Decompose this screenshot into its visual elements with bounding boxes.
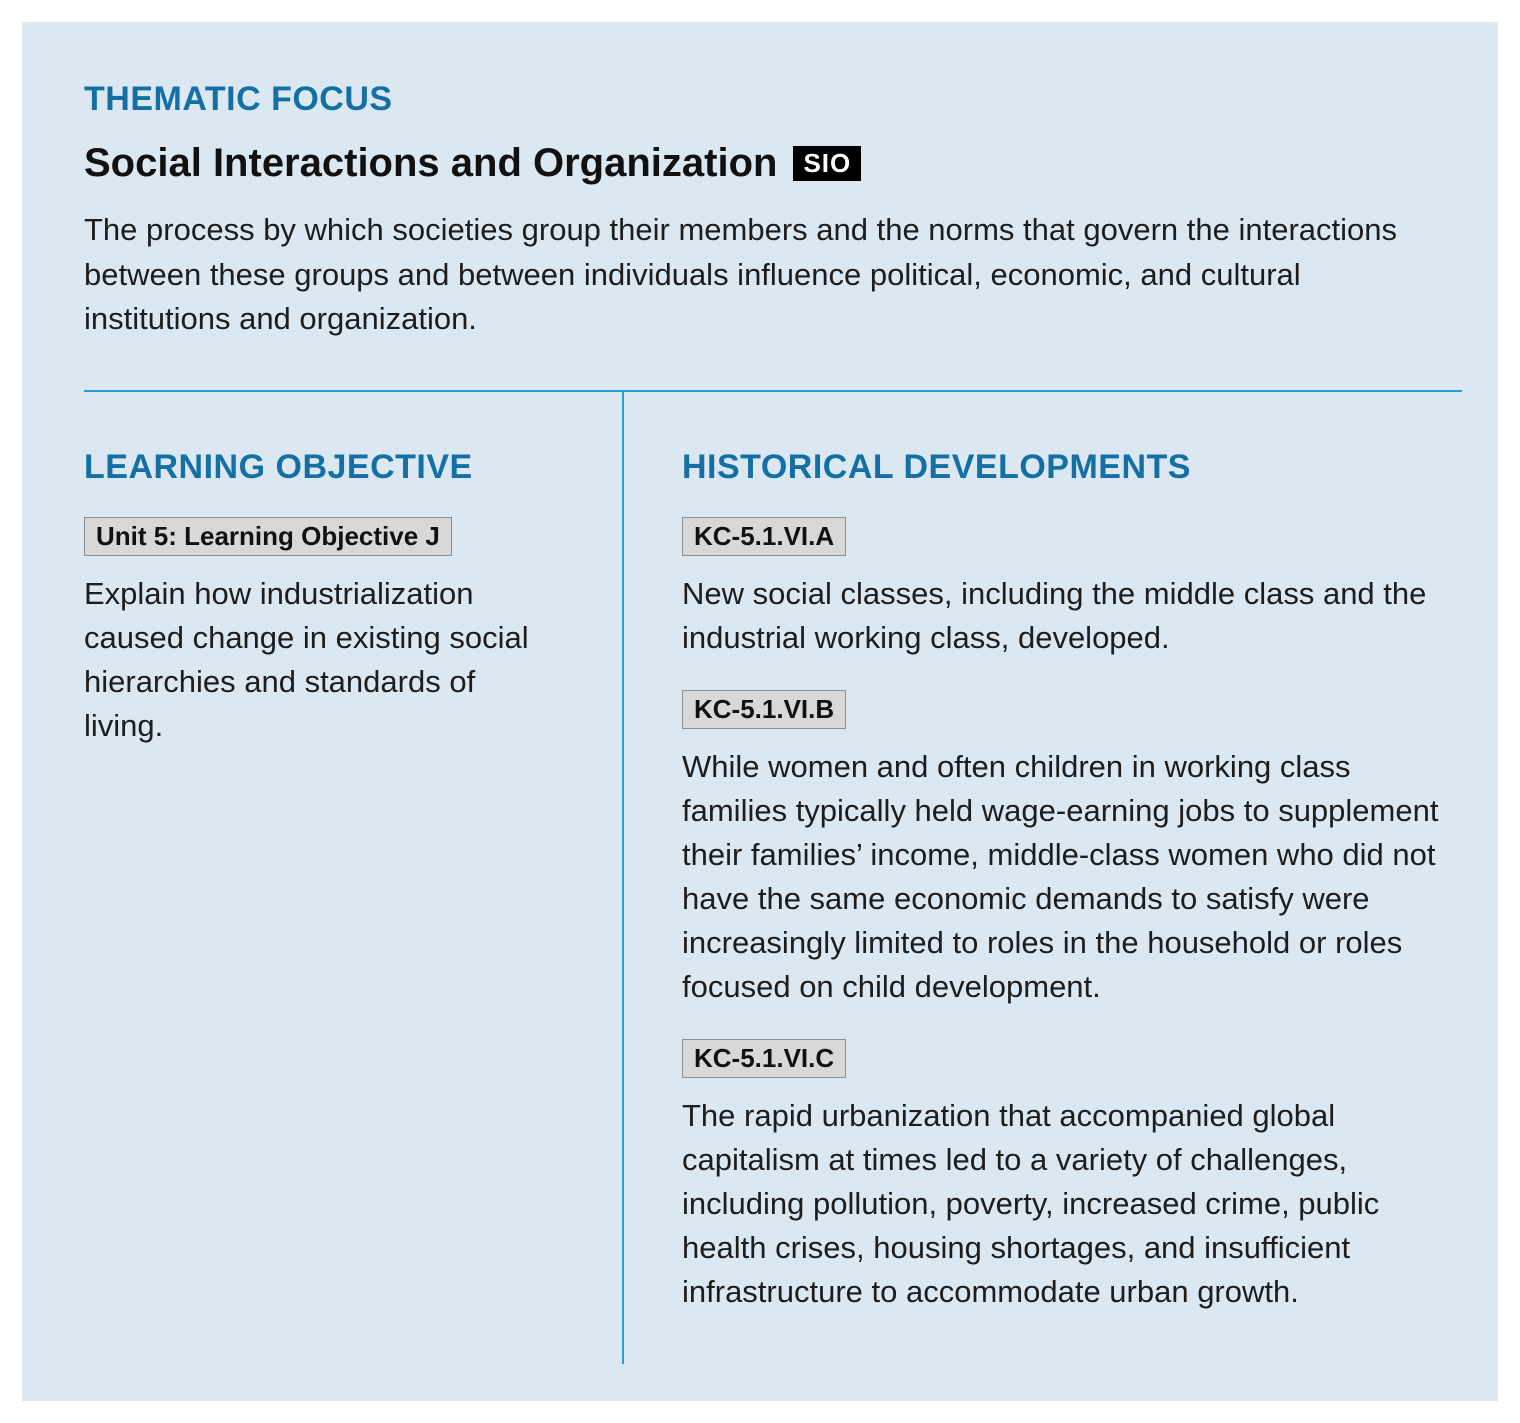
historical-developments-column [622, 392, 1462, 1364]
learning-objective-tag: Unit 5: Learning Objective J [84, 517, 452, 556]
kc-item [682, 517, 1462, 660]
thematic-description: The process by which societies group their members and the norms that govern the interactions between these groups and between individuals influence political, economic, and cultural institutions and organization. [84, 212, 1397, 337]
kc-item [682, 690, 1462, 1009]
kc-text: New social classes, including the middle class and the industrial working class, developed. [682, 575, 1427, 655]
two-column-layout [84, 392, 1462, 1364]
learning-objective-heading: LEARNING OBJECTIVE [84, 447, 473, 486]
sio-badge: SIO [793, 146, 861, 181]
thematic-focus-kicker: THEMATIC FOCUS [84, 80, 393, 118]
kc-item [682, 1039, 1462, 1314]
learning-objective-text: Explain how industrialization caused change in existing social hierarchies and standards of living. [84, 575, 529, 743]
thematic-focus-panel [22, 22, 1498, 1401]
kc-tag: KC-5.1.VI.B [682, 690, 846, 729]
thematic-title: Social Interactions and Organization [84, 141, 778, 185]
kc-tag: KC-5.1.VI.C [682, 1039, 846, 1078]
thematic-title-row [84, 141, 1462, 186]
kc-text: The rapid urbanization that accompanied global capitalism at times led to a variety of challenges, including pollution, poverty, increased crime, public health crises, housing shortages, and insufficient infrastructure to accommodate urban growth. [682, 1098, 1380, 1310]
kc-text: While women and often children in working class families typically held wage-earning jobs to supplement their families’ income, middle-class women who did not have the same economic demands to satisfy were increasingly limited to roles in the household or roles focused on child development. [682, 748, 1439, 1004]
historical-developments-heading: HISTORICAL DEVELOPMENTS [682, 447, 1191, 486]
learning-objective-column [84, 392, 622, 1364]
kc-tag: KC-5.1.VI.A [682, 517, 846, 556]
